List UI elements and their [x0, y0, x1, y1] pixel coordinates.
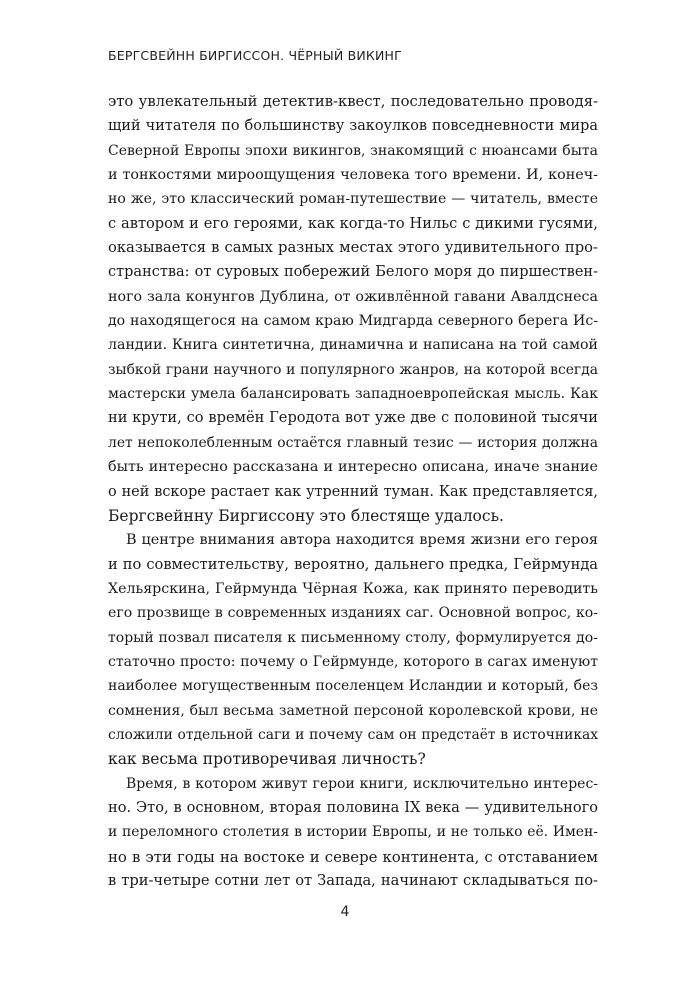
text-line: статочно просто: почему о Гейрмунде, которого в сагах именуют [108, 653, 598, 670]
text-line: Северной Европы эпохи викингов, знакомящий с нюансами быта [108, 142, 598, 159]
text-line: но. Это, в основном, вторая половина IX века — удивительного [108, 798, 598, 816]
text-line: в три-четыре сотни лет от Запада, начинают складываться по- [108, 872, 598, 889]
paragraph [108, 90, 598, 528]
text-line: но в эти годы на востоке и севере континента, с отставанием [108, 847, 598, 866]
running-head: БЕРГСВЕЙНН БИРГИССОН. ЧЁРНЫЙ ВИКИНГ [108, 48, 402, 63]
text-line: о ней вскоре растает как утренний туман. Как представляется, [108, 483, 598, 500]
text-line: странства: от суровых побережий Белого моря до пиршествен- [108, 264, 598, 281]
text-line: до находящегося на самом краю Мидгарда северного берега Ис- [108, 313, 598, 330]
text-line: наиболее могущественным поселенцем Исландии и который, без [108, 678, 598, 695]
text-line: мастерски умела балансировать западноевропейская мысль. Как [108, 386, 598, 403]
text-line: оказывается в самых разных местах этого удивительного про- [108, 239, 598, 257]
paragraph [108, 528, 598, 771]
text-line: Хельярскина, Гейрмунда Чёрная Кожа, как принято переводить [108, 580, 598, 597]
text-line: и по совместительству, вероятно, дальнего предка, Гейрмунда [108, 555, 598, 573]
text-line: Бергсвейнну Биргиссону это блестяще удалось. [108, 506, 504, 525]
text-line: сложили отдельной саги и почему сам он предстаёт в источниках [108, 726, 598, 743]
text-line: торый позвал писателя к письменному столу, формулируется до- [108, 629, 598, 646]
body-text [108, 90, 598, 893]
text-line: лет непоколебленным остаётся главный тезис — история должна [108, 434, 598, 451]
text-line: его прозвище в современных изданиях саг. Основной вопрос, ко- [108, 605, 598, 622]
text-line: это увлекательный детектив-квест, последовательно проводя- [108, 93, 598, 110]
text-line: Время, в котором живут герои книги, исключительно интерес- [126, 775, 598, 792]
text-line: ного зала конунгов Дублина, от оживлённой гавани Авалдснеса [108, 288, 598, 305]
text-line: сомнения, был весьма заметной персоной королевской крови, не [108, 702, 598, 719]
text-line: и тонкостями мироощущения человека того времени. И, конеч- [108, 167, 598, 184]
paragraph [108, 772, 598, 894]
page-number: 4 [340, 904, 350, 920]
text-line: быть интересно рассказана и интересно описана, иначе знание [108, 459, 598, 476]
text-line: ни крути, со времён Геродота вот уже две с половиной тысячи [108, 409, 598, 427]
text-line: ландии. Книга синтетична, динамична и написана на той самой [108, 337, 598, 354]
text-line: но же, это классический роман-путешествие — читатель, вместе [108, 191, 598, 208]
text-line: зыбкой грани научного и популярного жанров, на которой всегда [108, 361, 598, 378]
text-line: как весьма противоречивая личность? [108, 750, 426, 769]
text-line: В центре внимания автора находится время жизни его героя [126, 532, 598, 549]
text-line: и переломного столетия в истории Европы, и не только её. Имен- [108, 824, 598, 841]
text-line: с автором и его героями, как когда-то Нильс с дикими гусями, [108, 214, 598, 232]
text-line: щий читателя по большинству закоулков повседневности мира [108, 118, 598, 135]
